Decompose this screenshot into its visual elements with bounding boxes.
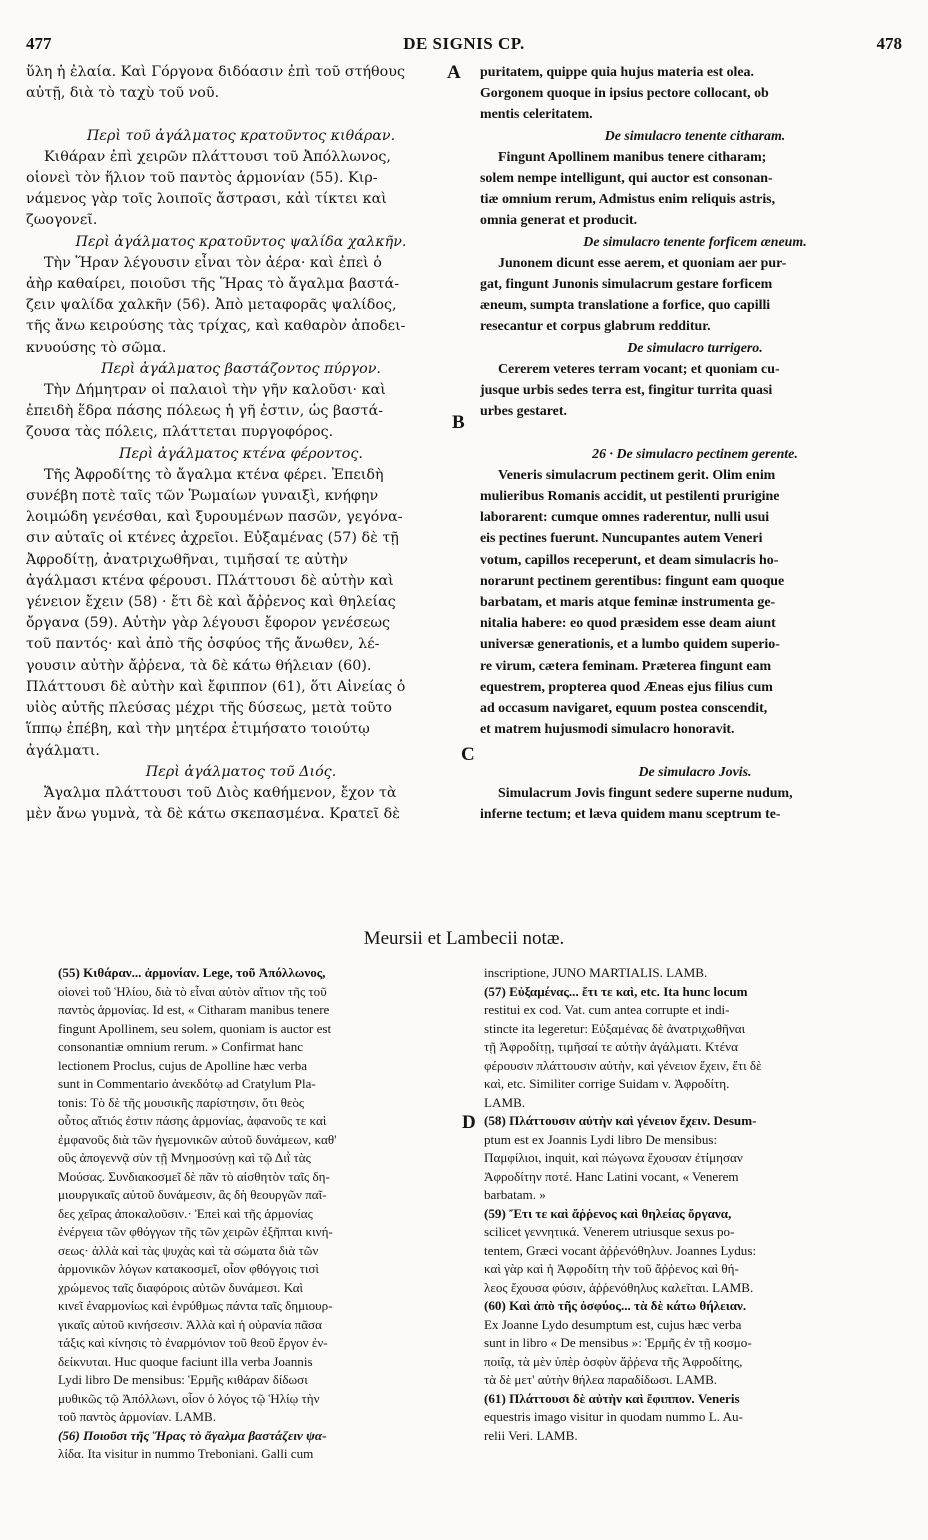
text-line: relii Veri. LAMB. xyxy=(484,1427,578,1443)
text-line: sunt in Commentario ἀνεκδότῳ ad Cratylum Pla- xyxy=(58,1076,316,1091)
text-line: puritatem, quippe quia hujus materia est olea. xyxy=(480,65,754,80)
text-line: barbatam. » xyxy=(484,1187,546,1202)
text-line: Κιθάραν ἐπὶ χειρῶν πλάττουσι τοῦ Ἀπόλλωνος, xyxy=(44,148,391,165)
notes-left-column xyxy=(58,964,458,1464)
text-line: resecantur et corpus glabrum redditur. xyxy=(480,319,711,335)
text-line: gat, fingunt Junonis simulacrum gestare forficem xyxy=(480,277,773,293)
text-line: τοῦ παντὸς ἁρμονίαν. LAMB. xyxy=(58,1409,217,1424)
text-line: Περὶ ἀγάλματος βαστάζοντος πύργον. xyxy=(101,360,381,377)
text-line: laborarent: cumque omnes raderentur, nulli usui xyxy=(480,510,770,526)
text-line: re virum, cætera feminam. Præterea fingunt eam xyxy=(480,658,772,674)
text-line: φέρουσιν πλάττουσιν αὐτὴν, καὶ γένειον ἔχειν, ἔτι δὲ xyxy=(484,1057,762,1073)
text-line: χρώμενος ταῖς διαφόροις αὐτῶν δυνάμεσι. Καὶ xyxy=(58,1279,304,1295)
text-line: jusque urbis sedes terra est, fingitur turrita quasi xyxy=(480,383,773,399)
page-number-right: 478 xyxy=(876,34,902,53)
text-line: tentem, Græci vocant ἀῤῥενόθηλυν. Joannes Lydus: xyxy=(484,1242,757,1258)
text-line: σεως· ἀλλὰ καὶ τὰς ψυχὰς καὶ τὰ σώματα διὰ τῶν xyxy=(58,1242,319,1258)
text-line: stincte ita legeretur: Εὐξαμένας δὲ ἀνατριχωθῆναι xyxy=(484,1020,746,1036)
text-line: De simulacro tenente citharam. xyxy=(604,128,786,144)
text-line: γικαῖς αὐτοῦ κινήσεσιν. Ἀλλὰ καὶ ἡ οὐρανία πᾶσα xyxy=(58,1316,322,1332)
text-line: Simulacrum Jovis fingunt sedere superne nudum, xyxy=(498,785,793,801)
text-line: ἀγάλμασι κτένα φέρουσι. Πλάττουσι δὲ αὐτὴν καὶ xyxy=(26,572,394,589)
text-line: ποιΐᾳ, τὰ μὲν ὑπὲρ ὀσφὺν ἄῤῥενα τῆς Ἀφροδίτης, xyxy=(484,1353,743,1369)
text-line: μιουργικαῖς αὐτοῦ δυνάμεσιν, ἃς δὴ θεουργῶν παῖ- xyxy=(58,1187,327,1202)
text-line: καὶ, etc. Similiter corrige Suidam v. Ἀφροδίτη. xyxy=(484,1076,730,1091)
text-line: Μούσας. Συνδιακοσμεῖ δὲ πᾶν τὸ αἰσθητὸν ταῖς δη- xyxy=(58,1168,330,1184)
text-line: ὕλη ἡ ἐλαία. Καὶ Γόργονα διδόασιν ἐπὶ τοῦ στήθους xyxy=(26,64,405,80)
text-line: Junonem dicunt esse aerem, et quoniam aer pur- xyxy=(498,255,787,271)
text-line: LAMB. xyxy=(484,1094,526,1110)
text-line: ptum est ex Joannis Lydi libro De mensibus: xyxy=(484,1131,718,1147)
text-line: barbatam, et maris atque feminæ instrumenta ge- xyxy=(480,595,776,611)
text-line: tonis: Τὸ δὲ τῆς μουσικῆς παρίστησιν, ὅτι θεὸς xyxy=(58,1094,305,1110)
margin-mark-a: A xyxy=(447,62,461,83)
text-line: nitalia habere: eo quod præsidem esse deam aiunt xyxy=(480,616,776,632)
text-line: μὲν ἄνω γυμνὰ, τὰ δὲ κάτω σκεπασμένα. Κρατεῖ δὲ xyxy=(26,806,400,823)
text-line: mentis celeritatem. xyxy=(480,107,593,123)
text-line: Περὶ ἀγάλματος τοῦ Διός. xyxy=(145,763,337,780)
text-line: equestris imago visitur in quodam nummo L. Au- xyxy=(484,1409,743,1424)
text-line: norarunt pectinem gerentibus: fingunt eam quoque xyxy=(480,573,785,589)
text-line: votum, capillos receperunt, et deam simulacris ho- xyxy=(480,552,779,568)
text-line: οἱονεὶ τὸν ἥλιον τοῦ παντὸς ἁρμονίαν (55). Κιρ- xyxy=(26,170,378,187)
text-line: Veneris simulacrum pectinem gerit. Olim enim xyxy=(498,467,776,483)
text-line: Fingunt Apollinem manibus tenere citharam; xyxy=(498,149,767,165)
text-line: δες χεῖρας ἀποκαλοῦσιν.· Ἐπεὶ καὶ τῆς ἁρμονίας xyxy=(58,1205,313,1221)
text-line: (56) Ποιοῦσι τῆς Ἥρας τὸ ἄγαλμα βαστάζειν ψα- xyxy=(58,1427,327,1443)
text-line: fingunt Apollinem, seu solem, quoniam is auctor est xyxy=(58,1020,332,1036)
text-line: λίδα. Ita visitur in nummo Treboniani. Galli cum xyxy=(58,1446,314,1461)
text-line: Πλάττουσι δὲ αὐτὴν καὶ ἔφιππον (61), ὅτι Αἰνείας ὁ xyxy=(26,678,406,695)
text-line: οἱονεὶ τοῦ Ἡλίου, διὰ τὸ εἶναι αὐτὸν αἴτιον τῆς τοῦ xyxy=(58,983,327,999)
text-line: æneum, sumpta translatione a forfice, quo capilli xyxy=(480,298,771,314)
text-line: eis pectines fuerunt. Nuncupantes autem Veneri xyxy=(480,531,763,547)
text-line: ζουσα τὰς πόλεις, πλάττεται πυργοφόρος. xyxy=(26,424,334,441)
margin-mark-d: D xyxy=(462,1112,476,1133)
text-line: Τὴν Ἥραν λέγουσιν εἶναι τὸν ἀέρα· καὶ ἐπεὶ ὁ xyxy=(44,254,382,271)
text-line: ἀὴρ καθαίρει, ποιοῦσι τῆς Ἥρας τὸ ἄγαλμα βαστά- xyxy=(26,276,400,293)
text-line: ad occasum navigaret, equum postea conscendit, xyxy=(480,701,768,717)
text-line: solem nempe intelligunt, qui auctor est consonan- xyxy=(480,171,773,187)
text-line: αὐτῇ, διὰ τὸ ταχὺ τοῦ νοῦ. xyxy=(26,85,220,102)
text-line: ἐνέργεια τῶν φθόγγων τῆς τῶν χειρῶν ἐξῆπται κινή- xyxy=(58,1224,333,1239)
text-line xyxy=(26,104,456,125)
text-line: ζωογονεῖ. xyxy=(26,212,98,229)
text-line: οὗτος αἴτιός ἐστιν πάσης ἁρμονίας, ἀφανοῦς τε καὶ xyxy=(58,1113,327,1128)
text-line: σιν αὐταῖς οἱ κτένες ἀχρεῖοι. Εὐξαμένας (57) δὲ τῇ xyxy=(26,530,399,547)
text-line: τῇ Ἀφροδίτῃ, τιμῆσαί τε αὐτὴν ἀγάλματι. Κτένα xyxy=(484,1039,738,1054)
text-line: τοῦ παντός· καὶ ἀπὸ τῆς ὀσφύος τῆς ἄνωθεν, λέ- xyxy=(26,636,380,653)
text-line: γένειον ἔχειν (58) · ἔτι δὲ καὶ ἄῤῥενος καὶ θηλείας xyxy=(26,594,396,611)
text-line: (60) Καὶ ἀπὸ τῆς ὀσφύος... τὰ δὲ κάτω θήλειαν. xyxy=(484,1298,747,1313)
text-line: ἐπειδὴ ἕδρα πάσης πόλεως ἡ γῆ ἐστιν, ὡς βαστά- xyxy=(26,403,384,420)
text-line: De simulacro tenente forficem æneum. xyxy=(583,234,807,250)
text-line xyxy=(480,422,910,443)
text-line: universæ generationis, et a lumbo quidem superio- xyxy=(480,637,780,653)
text-line: λοιμώδη γενέσθαι, καὶ ξυρουμένων πασῶν, γεγόνα- xyxy=(26,509,403,526)
text-line: ἀγάλματι. xyxy=(26,742,100,759)
running-title: DE SIGNIS CP. xyxy=(403,34,525,53)
text-line: (59) Ἔτι τε καὶ ἄῤῥενος καὶ θηλείας ὄργανα, xyxy=(484,1205,732,1221)
text-line: ἵππῳ ἐπέβη, καὶ τὴν μητέρα ἐτιμήσατο τοιούτῳ xyxy=(26,721,370,738)
text-line: consonantiæ omnium rerum. » Confirmat hanc xyxy=(58,1039,304,1054)
text-line: De simulacro turrigero. xyxy=(627,340,763,356)
text-line: equestrem, propterea quod Æneas ejus filius cum xyxy=(480,679,773,695)
text-line: τάξις καὶ κίνησις τὸ ἐναρμόνιον τοῦ θεοῦ ἔργον ἐν- xyxy=(58,1335,328,1350)
text-line: Περὶ τοῦ ἀγάλματος κρατοῦντος κιθάραν. xyxy=(86,127,396,144)
text-line: Lydi libro De mensibus: Ἑρμῆς κιθάραν δίδωσι xyxy=(58,1372,308,1387)
text-line: (61) Πλάττουσι δὲ αὐτὴν καὶ ἔφιππον. Veneris xyxy=(484,1390,740,1406)
text-line: συνέβη ποτὲ ταῖς τῶν Ῥωμαίων γυναιξὶ, κνήφην xyxy=(26,488,379,505)
greek-text-column xyxy=(26,62,456,825)
text-line: υἱὸς αὐτῆς πλεύσας μέχρι τῆς δύσεως, μετὰ τοῦτο xyxy=(26,700,393,717)
text-line: οὓς ἀπογεννᾷ σὺν τῇ Μνημοσύνῃ καὶ τῷ Διῒ τὰς xyxy=(58,1150,311,1165)
text-line: urbes gestaret. xyxy=(480,404,567,420)
text-line: omnia generat et producit. xyxy=(480,213,638,229)
text-line: ζειν ψαλίδα χαλκῆν (56). Ἀπὸ μεταφορᾶς ψαλίδος, xyxy=(26,297,397,314)
text-line: sunt in libro « De mensibus »: Ἑρμῆς ἐν τῇ κοσμο- xyxy=(484,1335,752,1350)
text-line: 26 · De simulacro pectinem gerente. xyxy=(592,446,798,462)
text-line: γουσιν αὐτὴν ἄῤῥενα, τὰ δὲ κάτω θήλειαν (60). xyxy=(26,657,372,674)
text-line: δείκνυται. Huc quoque faciunt illa verba Joannis xyxy=(58,1353,313,1369)
text-line: inscriptione, JUNO MARTIALIS. LAMB. xyxy=(484,965,708,980)
text-line: (55) Κιθάραν... ἁρμονίαν. Lege, τοῦ Ἀπόλλωνος, xyxy=(58,965,326,980)
text-line xyxy=(480,741,910,762)
latin-text-column xyxy=(480,62,910,825)
text-line: lectionem Proclus, cujus de Apolline hæc verba xyxy=(58,1057,308,1073)
text-line: κινεῖ ἐναρμονίως καὶ ἐνρύθμως πάντα ταῖς δημιουρ- xyxy=(58,1298,333,1313)
text-line: Τῆς Ἀφροδίτης τὸ ἄγαλμα κτένα φέρει. Ἐπειδὴ xyxy=(44,466,384,483)
text-line: De simulacro Jovis. xyxy=(638,764,752,780)
text-line: λεος ἔχουσα φύσιν, ἀῤῥενόθηλυς καλεῖται. LAMB. xyxy=(484,1279,754,1295)
margin-mark-c: C xyxy=(461,744,475,765)
text-line: ἐμφανοῦς διὰ τῶν ἡγεμονικῶν αὐτοῦ δυνάμεων, καθ' xyxy=(58,1131,337,1147)
text-line: τῆς ἄνω κειρούσης τὰς τρίχας, καὶ καθαρὸν ἀποδει- xyxy=(26,318,406,335)
text-line: Cererem veteres terram vocant; et quoniam cu- xyxy=(498,361,780,377)
text-line: et matrem hujusmodi simulacro honoravit. xyxy=(480,722,735,738)
margin-mark-b: B xyxy=(452,412,465,433)
text-line: inferne tectum; et læva quidem manu sceptrum te- xyxy=(480,807,781,823)
text-line: κνυούσης τὸ σῶμα. xyxy=(26,339,167,356)
text-line: (57) Εὐξαμένας... ἔτι τε καὶ, etc. Ita hunc locum xyxy=(484,983,748,999)
text-line: Τὴν Δήμητραν οἱ παλαιοὶ τὴν γῆν καλοῦσι· καὶ xyxy=(44,382,386,399)
text-line: μυθικῶς τῷ Ἀπόλλωνι, οἷον ὁ λόγος τῷ Ἡλίῳ τὴν xyxy=(58,1390,320,1406)
text-line: restitui ex cod. Vat. cum antea corrupte et indi- xyxy=(484,1002,730,1017)
text-line: Ἀφροδίτῃ, ἀνατριχωθῆναι, τιμῆσαί τε αὐτὴν xyxy=(26,551,348,568)
text-line: ἁρμονικῶν λόγων κατακοσμεῖ, οἷον φθόγγοις τισὶ xyxy=(58,1261,319,1276)
text-line: καὶ γὰρ καὶ ἡ Ἀφροδίτη τὴν τοῦ ἄῤῥενος καὶ θή- xyxy=(484,1261,739,1276)
text-line: Περὶ ἀγάλματος κτένα φέροντος. xyxy=(119,445,363,462)
text-line: Ex Joanne Lydo desumptum est, cujus hæc verba xyxy=(484,1316,742,1332)
running-header xyxy=(0,34,928,58)
text-line: τὰ δὲ μετ' αὐτὴν θήλεα παραδίδωσι. LAMB. xyxy=(484,1372,718,1387)
text-line: scilicet γεννητικά. Venerem utriusque sexus po- xyxy=(484,1224,735,1239)
text-line: παντὸς ἁρμονίας. Id est, « Citharam manibus tenere xyxy=(58,1002,330,1017)
page-number-left: 477 xyxy=(26,34,52,53)
notes-right-column xyxy=(484,964,908,1445)
text-line: νάμενος γὰρ τοῖς λοιποῖς ἄστρασι, κἀὶ τίκτει καὶ xyxy=(26,191,387,208)
text-line: (58) Πλάττουσιν αὐτὴν καὶ γένειον ἔχειν. Desum- xyxy=(484,1113,757,1128)
text-line: ὄργανα (59). Αὐτὴν γὰρ λέγουσι ἔφορον γενέσεως xyxy=(26,615,391,632)
text-line: tiæ omnium rerum, Admistus enim reliquis astris, xyxy=(480,192,776,208)
text-line: Περὶ ἀγάλματος κρατοῦντος ψαλίδα χαλκῆν. xyxy=(75,233,407,250)
text-line: mulieribus Romanis accidit, ut pestilenti prurigine xyxy=(480,489,780,505)
notes-heading: Meursii et Lambecii notæ. xyxy=(363,928,565,949)
text-line: Παμφίλιοι, inquit, καὶ πώγωνα ἔχουσαν ἐτίμησαν xyxy=(484,1150,743,1165)
text-line: Gorgonem quoque in ipsius pectore collocant, ob xyxy=(480,86,769,102)
text-line: Ἀφροδίτην ποτέ. Hanc Latini vocant, « Venerem xyxy=(484,1168,739,1184)
text-line: Ἄγαλμα πλάττουσι τοῦ Διὸς καθήμενον, ἔχον τὰ xyxy=(44,784,397,801)
